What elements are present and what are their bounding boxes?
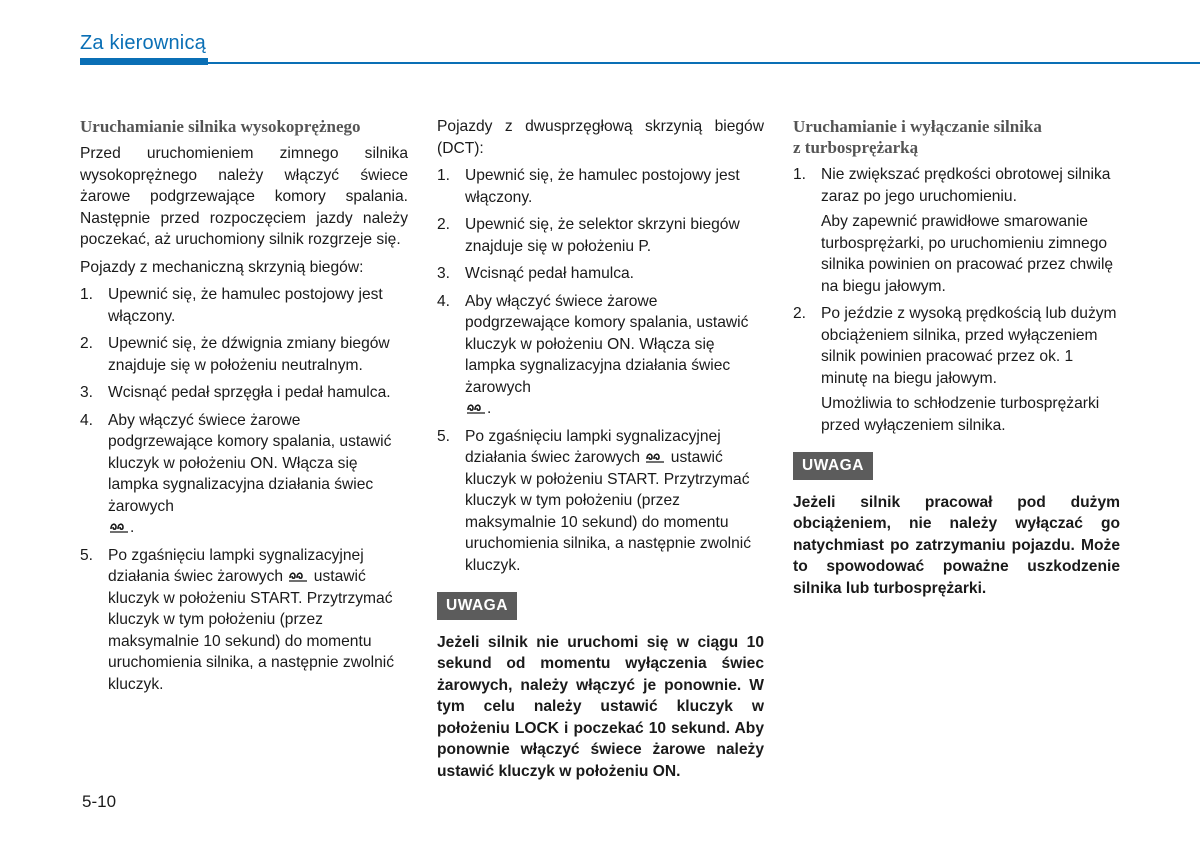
warning-text: Jeżeli silnik nie uruchomi się w ciągu 10 sekund od momentu wyłączenia świec żarowych, należy włączyć je ponownie. W tym celu należy ustawić kluczyk w położeniu LOCK i poczekać 10 sekund. Aby ponownie włączyć świece żarowe należy ustawić kluczyk w położeniu ON. [437,633,764,780]
column-1 [80,116,408,701]
glow-plug-indicator-icon [108,520,130,534]
step-number: 5. [437,427,451,445]
step-text: Upewnić się, że dźwignia zmiany biegów znajduje się w położeniu neutralnym. [108,335,390,374]
step-number: 4. [437,292,451,310]
step-text: Upewnić się, że hamulec postojowy jest włączony. [465,167,740,206]
dct-subtitle: Pojazdy z dwusprzęgłową skrzynią biegów (DCT): [437,118,764,157]
list-item [437,214,764,257]
column-3 [793,116,1120,599]
step-number: 2. [793,305,807,322]
step-text: Aby włączyć świece żarowe podgrzewające komory spalania, ustawić kluczyk w położeniu ON. Włącza się lampka sygnalizacyjna działania świec żarowych [108,411,392,515]
step-number: 2. [80,335,94,352]
warning-badge: UWAGA [437,592,517,620]
section-heading-turbo [793,116,1120,158]
glow-plug-indicator-icon [644,450,666,464]
list-item [437,291,764,420]
step-text: Po jeździe z wysoką prędkością lub dużym obciążeniem silnika, przed wyłączeniem silnik powinien pracować przez ok. 1 minutę na biegu jałowym. [821,305,1117,387]
step-text: Upewnić się, że selektor skrzyni biegów znajduje się w położeniu P. [465,216,740,255]
step-number: 1. [437,167,451,184]
step-text-continued: ustawić kluczyk w położeniu START. Przytrzymać kluczyk w tym położeniu (przez maksymalnie 10 sekund) do momentu uruchomienia silnika, a następnie zwolnić kluczyk. [465,449,752,574]
column-2 [437,116,764,782]
glow-plug-indicator-icon [287,569,309,583]
list-item [80,333,408,376]
step-text: Wcisnąć pedał sprzęgła i pedał hamulca. [108,384,391,401]
step-text: Po zgaśnięciu lampki sygnalizacyjnej działania świec żarowych [465,427,721,466]
list-item [437,426,764,577]
list-item [80,284,408,327]
step-text: Wcisnąć pedał hamulca. [465,265,635,282]
intro-paragraph: Przed uruchomieniem zimnego silnika wysokoprężnego należy włączyć świece żarowe podgrzewające komory spalania. Następnie przed rozpoczęciem jazdy należy poczekać, aż uruchomiony silnik rozgrzeje się. [80,145,408,248]
list-item [80,545,408,696]
list-item [793,303,1120,436]
warning-text: Jeżeli silnik pracował pod dużym obciążeniem, nie należy wyłączać go natychmiast po zatrzymaniu pojazdu. Może to spowodować poważne uszkodzenie silnika lub turbosprężarki. [793,493,1120,597]
step-number: 4. [80,411,94,429]
list-item [437,165,764,208]
step-suffix: . [487,400,492,417]
section-heading-diesel: Uruchamianie silnika wysokoprężnego [80,117,361,136]
step-number: 5. [80,546,94,564]
list-item [437,263,764,285]
list-item [80,382,408,404]
heading-line-1: Uruchamianie i wyłączanie silnika [793,117,1042,136]
glow-plug-indicator-icon [465,401,487,415]
warning-badge: UWAGA [793,452,873,480]
step-suffix: . [130,519,135,536]
step-number: 3. [437,265,451,282]
step-note: Aby zapewnić prawidłowe smarowanie turbosprężarki, po uruchomieniu zimnego silnika powinien on pracować przez chwilę na biegu jałowym. [821,213,1114,295]
step-text: Upewnić się, że hamulec postojowy jest włączony. [108,286,383,325]
manual-transmission-subtitle: Pojazdy z mechaniczną skrzynią biegów: [80,258,364,276]
heading-line-2: z turbosprężarką [793,138,919,157]
step-note: Umożliwia to schłodzenie turbosprężarki przed wyłączeniem silnika. [821,395,1100,434]
header-rule [80,62,1200,64]
step-text: Po zgaśnięciu lampki sygnalizacyjnej działania świec żarowych [108,546,364,585]
step-number: 1. [80,286,94,303]
turbo-steps-list [793,164,1120,436]
step-number: 3. [80,384,94,401]
step-number: 2. [437,216,451,233]
step-text-continued: ustawić kluczyk w położeniu START. Przytrzymać kluczyk w tym położeniu (przez maksymalnie 10 sekund) do momentu uruchomienia silnika, a następnie zwolnić kluczyk. [108,568,395,693]
list-item [80,410,408,539]
page-number: 5-10 [82,792,117,811]
step-number: 1. [793,166,807,183]
step-text: Nie zwiększać prędkości obrotowej silnika zaraz po jego uruchomieniu. [821,166,1111,205]
dct-steps-list [437,165,764,576]
step-text: Aby włączyć świece żarowe podgrzewające komory spalania, ustawić kluczyk w położeniu ON. Włącza się lampka sygnalizacyjna działania świec żarowych [465,292,749,396]
section-header: Za kierownicą [80,32,206,54]
manual-steps-list [80,284,408,695]
list-item [793,164,1120,297]
